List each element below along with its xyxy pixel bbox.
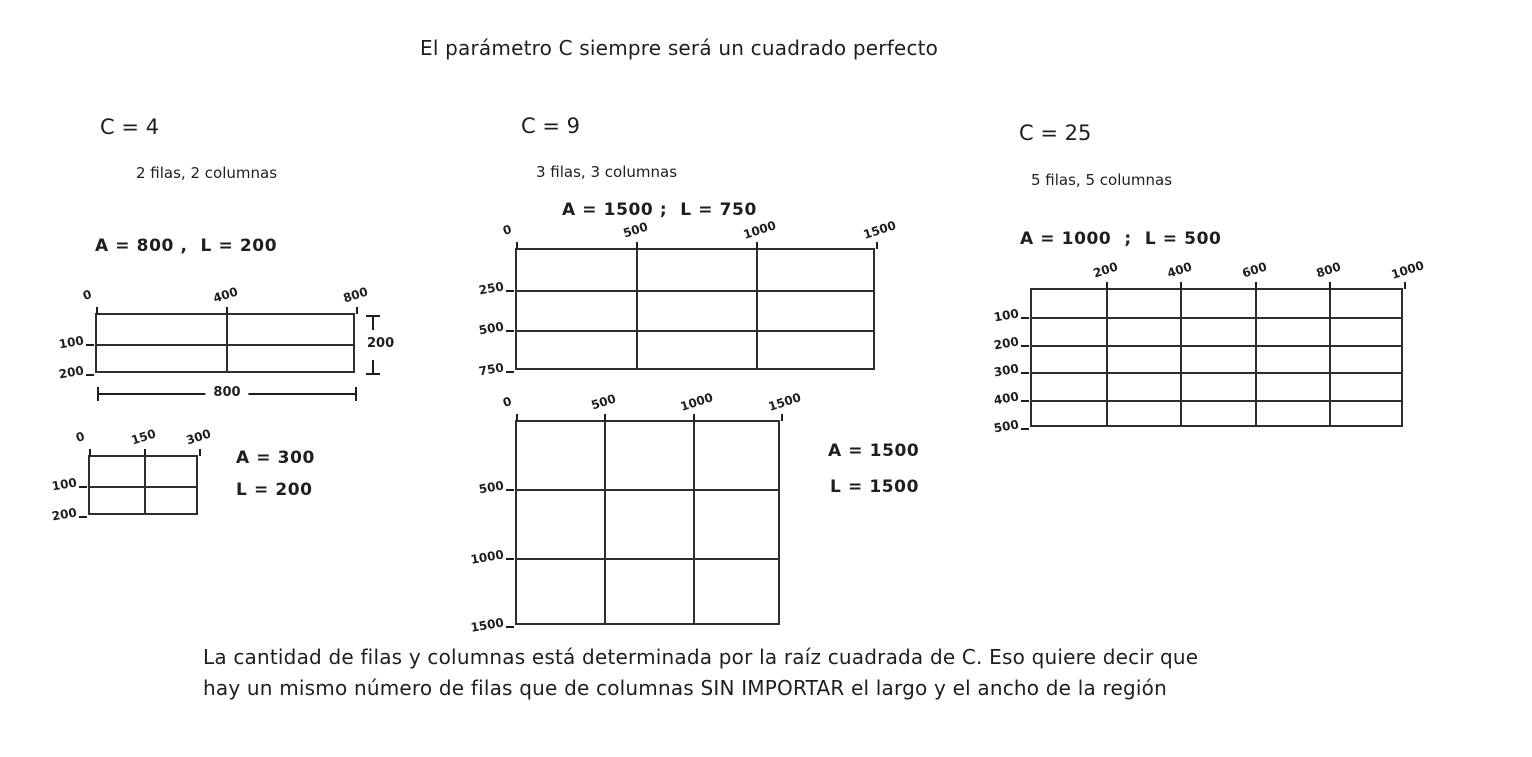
- x-tick-label: 1000: [678, 390, 715, 414]
- y-tick-label: 100: [992, 306, 1020, 325]
- x-tick-label: 800: [341, 284, 370, 306]
- y-tick-label: 500: [992, 417, 1020, 436]
- x-tick-label: 150: [129, 426, 158, 448]
- y-tick-mark: [506, 330, 514, 332]
- x-tick-label: 1000: [741, 218, 778, 242]
- x-tick-mark: [636, 242, 638, 249]
- y-tick-mark: [79, 516, 87, 518]
- x-tick-label: 400: [1165, 259, 1194, 281]
- x-tick-mark: [226, 307, 228, 314]
- example-c25-params: A = 1000 ; L = 500: [1020, 229, 1222, 249]
- x-tick-mark: [1404, 282, 1406, 289]
- region-grid-c9-region-1500x750: [477, 218, 898, 379]
- grid-column-line: [693, 422, 695, 623]
- footer-explanation-line1: La cantidad de filas y columnas está determinada por la raíz cuadrada de C. Eso quiere decir que: [203, 645, 1199, 669]
- y-tick-label: 200: [50, 505, 78, 524]
- y-tick-label: 200: [992, 333, 1020, 353]
- grid-column-line: [144, 457, 146, 513]
- x-tick-label: 1500: [766, 390, 803, 414]
- y-tick-mark: [506, 558, 514, 560]
- y-tick-label: 500: [477, 478, 505, 497]
- grid-column-line: [226, 315, 228, 371]
- y-tick-label: 200: [57, 363, 85, 382]
- example-c4-subheading: 2 filas, 2 columnas: [136, 164, 278, 182]
- y-tick-mark: [86, 344, 94, 346]
- y-tick-mark: [506, 371, 514, 373]
- x-tick-label: 0: [74, 429, 87, 445]
- dim-stem-bottom: [372, 360, 374, 373]
- y-tick-label: 100: [57, 333, 85, 352]
- x-tick-label: 0: [501, 394, 514, 410]
- grid-row-line: [90, 486, 196, 488]
- x-tick-label: 300: [184, 426, 213, 448]
- footer-explanation-line2: hay un mismo número de filas que de columnas SIN IMPORTAR el largo y el ancho de la región: [203, 676, 1167, 700]
- region-grid-c25-region-1000x500: [992, 258, 1426, 436]
- grid-row-line: [517, 489, 778, 491]
- x-tick-mark: [1329, 282, 1331, 289]
- region-grid-c4-region-300x200: [50, 426, 213, 524]
- x-tick-label: 1500: [861, 218, 898, 242]
- grid-column-line: [604, 422, 606, 623]
- grid-column-line: [636, 250, 638, 368]
- x-tick-mark: [356, 307, 358, 314]
- example-c25-heading: C = 25: [1019, 121, 1092, 145]
- grid-row-line: [517, 290, 873, 292]
- dim-cap-bottom: [366, 373, 380, 375]
- y-tick-mark: [506, 626, 514, 628]
- dim-stem-top: [372, 317, 374, 330]
- x-tick-label: 1000: [1389, 258, 1426, 282]
- grid-row-line: [97, 344, 353, 346]
- grid-row-line: [517, 558, 778, 560]
- y-tick-mark: [1021, 317, 1029, 319]
- y-tick-label: 1000: [469, 546, 505, 567]
- x-tick-mark: [1106, 282, 1108, 289]
- grid-column-line: [1329, 290, 1331, 425]
- y-tick-label: 500: [477, 319, 505, 338]
- x-tick-mark: [199, 449, 201, 456]
- grid-column-line: [756, 250, 758, 368]
- x-tick-mark: [144, 449, 146, 456]
- grid-row-line: [1032, 317, 1401, 319]
- x-tick-mark: [693, 414, 695, 421]
- grid-row-line: [517, 330, 873, 332]
- note-text: L = 1500: [830, 477, 920, 497]
- example-c9-subheading: 3 filas, 3 columnas: [536, 163, 678, 181]
- page-title: El parámetro C siempre será un cuadrado perfecto: [420, 36, 939, 60]
- x-tick-mark: [876, 242, 878, 249]
- example-c25-subheading: 5 filas, 5 columnas: [1031, 171, 1173, 189]
- x-tick-label: 200: [1091, 259, 1120, 281]
- dimension-height-label: 200: [359, 336, 402, 351]
- y-tick-label: 250: [477, 278, 505, 298]
- region-grid-c9-region-1500x1500: [469, 390, 803, 635]
- dimension-width-label: 800: [205, 385, 248, 400]
- grid-row-line: [1032, 372, 1401, 374]
- x-tick-mark: [1255, 282, 1257, 289]
- x-tick-mark: [516, 414, 518, 421]
- x-tick-mark: [1180, 282, 1182, 289]
- note-text: A = 1500: [828, 441, 920, 461]
- example-c9-heading: C = 9: [521, 114, 580, 138]
- grid-column-line: [1255, 290, 1257, 425]
- y-tick-mark: [1021, 372, 1029, 374]
- x-tick-mark: [96, 307, 98, 314]
- y-tick-mark: [506, 290, 514, 292]
- x-tick-mark: [604, 414, 606, 421]
- grid-column-line: [1180, 290, 1182, 425]
- y-tick-mark: [79, 486, 87, 488]
- y-tick-mark: [1021, 400, 1029, 402]
- x-tick-mark: [781, 414, 783, 421]
- y-tick-mark: [86, 374, 94, 376]
- x-tick-mark: [89, 449, 91, 456]
- region-grid-c4-region-800x200: [57, 284, 395, 400]
- x-tick-mark: [516, 242, 518, 249]
- y-tick-label: 400: [992, 389, 1020, 408]
- y-tick-label: 1500: [469, 615, 505, 635]
- y-tick-mark: [1021, 428, 1029, 430]
- x-tick-label: 600: [1240, 259, 1269, 281]
- note-text: A = 300: [236, 448, 315, 468]
- x-tick-label: 0: [501, 222, 514, 238]
- x-tick-mark: [756, 242, 758, 249]
- example-c9-params: A = 1500 ; L = 750: [562, 200, 757, 220]
- y-tick-label: 100: [50, 475, 78, 494]
- x-tick-label: 500: [589, 391, 618, 413]
- note-text: L = 200: [236, 480, 313, 500]
- grid-row-line: [1032, 345, 1401, 347]
- grid-row-line: [1032, 400, 1401, 402]
- y-tick-label: 300: [992, 361, 1020, 380]
- x-tick-label: 800: [1314, 259, 1344, 281]
- example-c4-heading: C = 4: [100, 115, 159, 139]
- dim-cap-right: [355, 387, 357, 401]
- y-tick-mark: [506, 489, 514, 491]
- y-tick-label: 750: [477, 360, 505, 379]
- x-tick-label: 400: [211, 284, 240, 306]
- example-c4-params: A = 800 , L = 200: [95, 236, 278, 256]
- y-tick-mark: [1021, 345, 1029, 347]
- x-tick-label: 0: [81, 287, 94, 303]
- dim-cap-left: [97, 387, 99, 401]
- grid-column-line: [1106, 290, 1108, 425]
- x-tick-label: 500: [621, 219, 650, 241]
